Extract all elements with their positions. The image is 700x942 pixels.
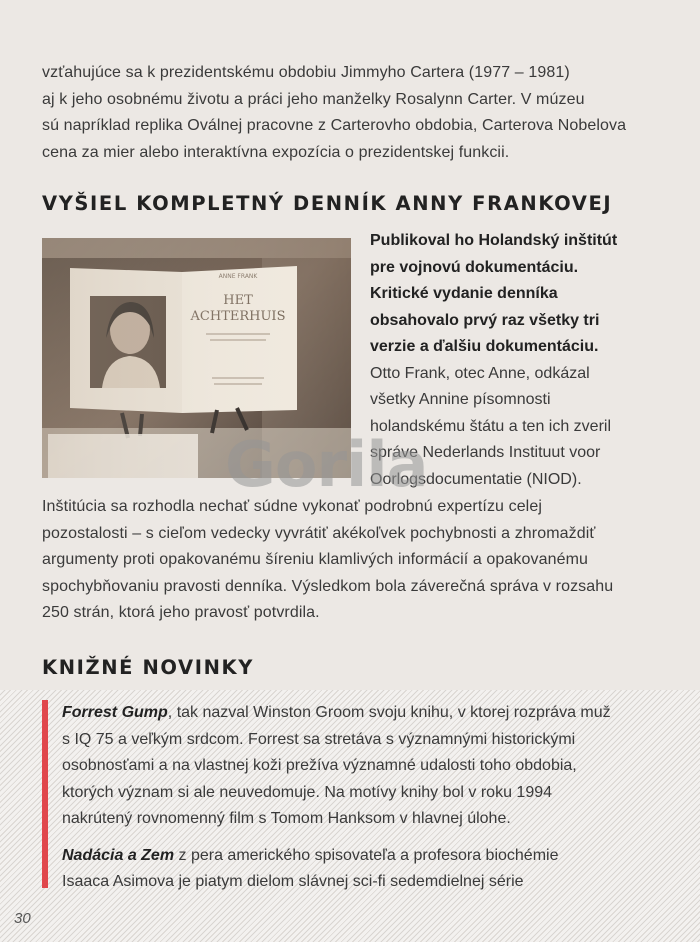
side-bold-line: Kritické vydanie denníka	[370, 285, 558, 302]
book-text: z pera amerického spisovateľa a profesora biochémie	[174, 846, 559, 864]
intro-paragraph	[42, 60, 660, 166]
side-line: všetky Annine písomnosti	[370, 391, 551, 408]
section-heading-books: KNIŽNÉ NOVINKY	[42, 656, 254, 679]
intro-line: sú napríklad replika Oválnej pracovne z Carterovho obdobia, Carterova Nobelova	[42, 117, 627, 134]
body-line: Inštitúcia sa rozhodla nechať súdne vykonať podrobnú expertízu celej	[42, 498, 542, 515]
gorila-watermark: Gorila	[225, 428, 428, 501]
book-text: osobnosťami a na vlastnej koži prežíva významné udalosti toho obdobia,	[62, 757, 577, 774]
book-news-list	[62, 700, 672, 896]
body-line: argumenty proti opakovanému šíreniu klamlivých informácií a opakovanému	[42, 551, 589, 568]
side-bold-line: obsahovalo prvý raz všetky tri	[370, 311, 600, 329]
body-line: 250 strán, ktorá jeho pravosť potvrdila.	[42, 604, 320, 621]
body-line: pozostalosti – s cieľom vedecky vyvrátiť akékoľvek pochybnosti a zhromaždiť	[42, 524, 596, 542]
side-line: správe Nederlands Instituut voor	[370, 444, 601, 461]
book-text: , tak nazval Winston Groom svoju knihu, v ktorej rozpráva muž	[167, 704, 611, 721]
book-title: Forrest Gump	[62, 704, 168, 721]
diary-body-paragraph	[42, 494, 660, 627]
side-bold-line: verzie a ďalšiu dokumentáciu.	[370, 338, 599, 355]
book-text: s IQ 75 a veľkým srdcom. Forrest sa stretáva s významnými historickými	[62, 730, 576, 748]
side-line: holandskému štátu a ten ich zveril	[370, 417, 612, 435]
side-line: Oorlogsdocumentatie (NIOD).	[370, 470, 582, 488]
book-entry-forrest-gump	[62, 700, 672, 833]
side-bold-line: pre vojnovú dokumentáciu.	[370, 258, 579, 276]
book-entry-nadacia-a-zem	[62, 843, 672, 896]
section-heading-diary: VYŠIEL KOMPLETNÝ DENNÍK ANNY FRANKOVEJ	[42, 192, 613, 215]
page-number: 30	[14, 910, 31, 927]
book-text: Isaaca Asimova je piatym dielom slávnej sci-fi sedemdielnej série	[62, 873, 524, 890]
accent-bar	[42, 700, 48, 888]
intro-line: aj k jeho osobnému životu a práci jeho manželky Rosalynn Carter. V múzeu	[42, 90, 585, 108]
side-bold-line: Publikoval ho Holandský inštitút	[370, 232, 618, 249]
side-line: Otto Frank, otec Anne, odkázal	[370, 364, 590, 382]
book-text: nakrútený rovnomenný film s Tomom Hanksom v hlavnej úlohe.	[62, 810, 511, 827]
book-title: Nadácia a Zem	[62, 846, 175, 864]
intro-line: vzťahujúce sa k prezidentskému obdobiu Jimmyho Cartera (1977 – 1981)	[42, 64, 570, 81]
body-line: spochybňovaniu pravosti denníka. Výsledkom bola záverečná správa v rozsahu	[42, 577, 614, 595]
intro-line: cena za mier alebo interaktívna expozícia o prezidentskej funkcii.	[42, 143, 510, 161]
book-text: ktorých význam si ale neuvedomuje. Na motívy knihy bol v roku 1994	[62, 783, 553, 801]
